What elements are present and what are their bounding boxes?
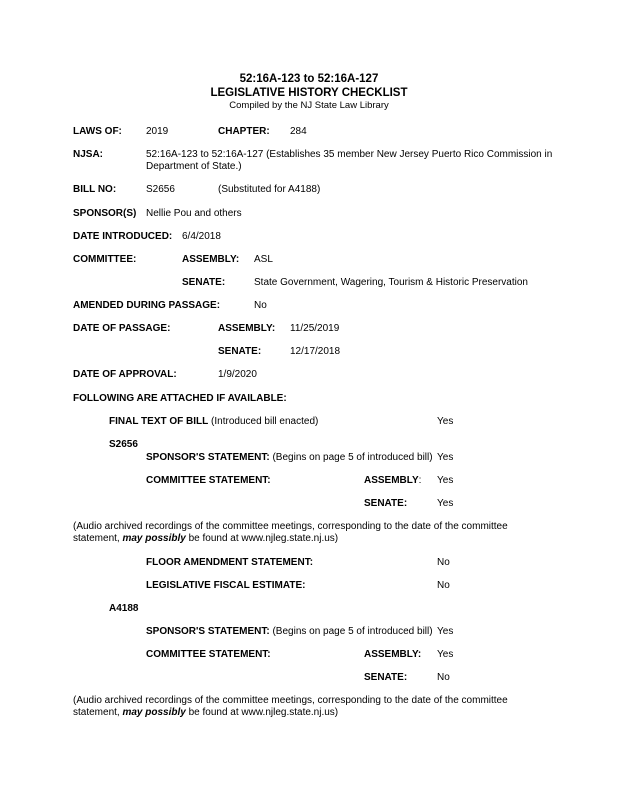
s2656-sponsor-label: SPONSOR'S STATEMENT:	[146, 452, 270, 463]
s2656-sponsor-row	[146, 452, 433, 464]
s2656-audio-url-text: be found at www.njleg.state.nj.us)	[185, 533, 339, 544]
s2656-fiscal-value: No	[437, 580, 450, 591]
a4188-committee-senate-value: No	[437, 672, 450, 683]
s2656-sponsor-value: Yes	[437, 452, 454, 463]
a4188-audio-url-text: be found at www.njleg.state.nj.us)	[185, 707, 339, 718]
a4188-sponsor-note: (Begins on page 5 of introduced bill)	[272, 626, 433, 637]
amended-value: No	[254, 300, 267, 311]
s2656-audio-line2	[73, 533, 338, 545]
passage-assembly-label: ASSEMBLY:	[218, 323, 276, 334]
a4188-audio-line2	[73, 707, 338, 719]
s2656-floor-label: FLOOR AMENDMENT STATEMENT:	[146, 557, 314, 568]
a4188-bill-label: A4188	[109, 603, 139, 614]
a4188-audio-pre: statement,	[73, 707, 123, 718]
committee-assembly-label: ASSEMBLY:	[182, 254, 240, 265]
following-heading: FOLLOWING ARE ATTACHED IF AVAILABLE:	[73, 393, 287, 404]
bill-no-label: BILL NO:	[73, 184, 117, 195]
s2656-audio-pre: statement,	[73, 533, 123, 544]
passage-senate-value: 12/17/2018	[290, 346, 341, 357]
amended-label: AMENDED DURING PASSAGE:	[73, 300, 221, 311]
bill-no-value: S2656	[146, 184, 175, 195]
chapter-value: 284	[290, 126, 307, 137]
a4188-committee-label: COMMITTEE STATEMENT:	[146, 649, 271, 660]
passage-assembly-value: 11/25/2019	[290, 323, 340, 334]
approval-value: 1/9/2020	[218, 369, 257, 380]
s2656-committee-label: COMMITTEE STATEMENT:	[146, 475, 271, 486]
s2656-audio-emphasis: may possibly	[122, 533, 186, 544]
s2656-committee-senate-value: Yes	[437, 498, 454, 509]
a4188-sponsor-label: SPONSOR'S STATEMENT:	[146, 626, 270, 637]
chapter-label: CHAPTER:	[218, 126, 270, 137]
committee-assembly-value: ASL	[254, 254, 273, 265]
date-introduced-label: DATE INTRODUCED:	[73, 231, 173, 242]
laws-of-label: LAWS OF:	[73, 126, 122, 137]
s2656-sponsor-note: (Begins on page 5 of introduced bill)	[272, 452, 433, 463]
s2656-bill-label: S2656	[109, 439, 138, 450]
committee-senate-value: State Government, Wagering, Tourism & Historic Preservation	[254, 277, 528, 288]
a4188-audio-line1: (Audio archived recordings of the committee meetings, corresponding to the date of the committee	[73, 695, 508, 706]
a4188-committee-assembly-label: ASSEMBLY:	[364, 649, 422, 660]
committee-senate-label: SENATE:	[182, 277, 226, 288]
passage-senate-label: SENATE:	[218, 346, 262, 357]
final-text-note: (Introduced bill enacted)	[211, 416, 319, 427]
checklist-page: 52:16A-123 to 52:16A-127 LEGISLATIVE HISTORY CHECKLIST Compiled by the NJ State Law Library LAWS OF: 2019 CHAPTER: 284 NJSA: 52:16A-123 to 52:16A-127 (Establishes 35 member New Jersey Puerto Rico Commission in Department of State.) BILL NO: S2656 (Substituted for A4188) SPONSOR(S) Nellie Pou and others DATE INTRODUCED: 6/4/2018 COMMITTEE: ASSEMBLY: ASL SENATE: State Government, Wagering, Tourism & Historic Preservation AMENDED DURING PASSAGE: No DATE OF PASSAGE: ASSEMBLY: 11/25/2019 SENATE: 12/17/2018 DATE OF APPROVAL: 1/9/2020 FOLLOWING ARE ATTACHED IF AVAILABLE: FINAL TEXT OF BILL (Introduced bill enacted) Yes S2656 SPONSOR'S STATEMENT: (Begins on page 5 of introduced bill) Yes COMMITTEE STATEMENT: ASSEMBLY: Yes SENATE: Yes (Audio archived recordings of the committee meetings, corresponding to the date of the committee statement, may possibly be found at www.njleg.state.nj.us) FLOOR AMENDMENT STATEMENT: No LEGISLATIVE FISCAL ESTIMATE: No A4188 SPONSOR'S STATEMENT: (Begins on page 5 of introduced bill) Yes COMMITTEE STATEMENT: ASSEMBLY: Yes SENATE: No (Audio archived recordings of the committee meetings, corresponding to the date of the committee statement, may possibly be found at www.njleg.state.nj.us)	[0, 0, 618, 800]
approval-label: DATE OF APPROVAL:	[73, 369, 177, 380]
date-introduced-value: 6/4/2018	[182, 231, 221, 242]
a4188-audio-emphasis: may possibly	[122, 707, 186, 718]
compiled-by: Compiled by the NJ State Law Library	[229, 100, 389, 111]
a4188-committee-assembly-value: Yes	[437, 649, 454, 660]
sponsor-label: SPONSOR(S)	[73, 208, 137, 219]
njsa-label: NJSA:	[73, 149, 104, 160]
a4188-committee-senate-label: SENATE:	[364, 672, 408, 683]
statute-range-title: 52:16A-123 to 52:16A-127	[239, 73, 379, 85]
committee-label: COMMITTEE:	[73, 254, 137, 265]
final-text-label: FINAL TEXT OF BILL	[109, 416, 209, 427]
laws-of-value: 2019	[146, 126, 169, 137]
a4188-sponsor-value: Yes	[437, 626, 454, 637]
final-text-value: Yes	[437, 416, 454, 427]
final-text-row	[109, 416, 318, 428]
s2656-committee-assembly-value: Yes	[437, 475, 454, 486]
s2656-audio-line1: (Audio archived recordings of the committee meetings, corresponding to the date of the committee	[73, 521, 508, 532]
a4188-sponsor-row	[146, 626, 433, 638]
s2656-committee-assembly-label: ASSEMBLY	[364, 475, 419, 486]
s2656-floor-value: No	[437, 557, 450, 568]
passage-label: DATE OF PASSAGE:	[73, 323, 171, 334]
s2656-fiscal-label: LEGISLATIVE FISCAL ESTIMATE:	[146, 580, 306, 591]
njsa-value-line1: 52:16A-123 to 52:16A-127 (Establishes 35 member New Jersey Puerto Rico Commission in	[146, 149, 553, 160]
checklist-title: LEGISLATIVE HISTORY CHECKLIST	[210, 87, 408, 99]
bill-no-note: (Substituted for A4188)	[218, 184, 321, 195]
s2656-committee-senate-label: SENATE:	[364, 498, 408, 509]
njsa-value-line2: Department of State.)	[146, 161, 242, 172]
sponsor-value: Nellie Pou and others	[146, 208, 242, 219]
